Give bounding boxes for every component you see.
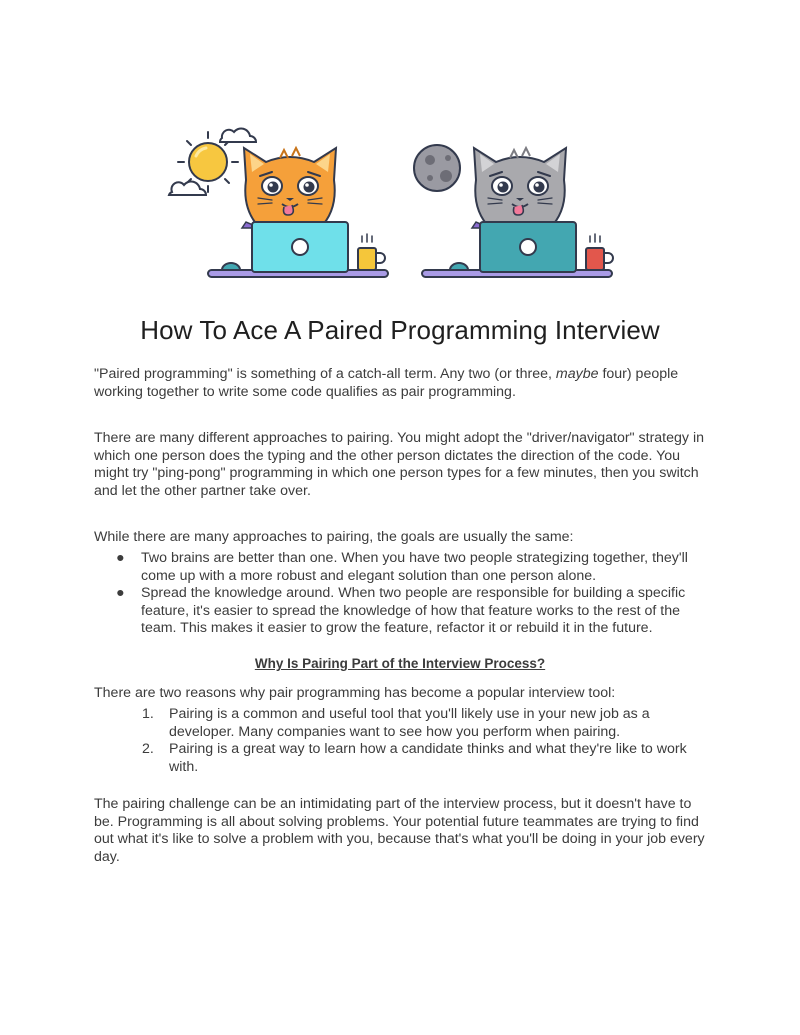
list-number: 2.: [142, 741, 154, 758]
section-heading: Why Is Pairing Part of the Interview Process?: [254, 656, 546, 671]
list-item: [94, 706, 714, 741]
laptop-icon: [252, 222, 348, 272]
intro-text-before: "Paired programming" is something of a catch-all term. Any two (or three,: [94, 366, 556, 382]
list-item-text: Pairing is a common and useful tool that you'll likely use in your new job as a developer. Many companies want to see how you perform when pairing.: [169, 706, 650, 740]
goals-list: [94, 550, 714, 638]
approaches-paragraph: There are many different approaches to pairing. You might adopt the "driver/navigator" strategy in which one person does the typing and the other person dictates the direction of the code. You might try "ping-pong" programming in which one person types for a few minutes, then you switch and let the other partner take over.: [94, 430, 704, 499]
list-item: [94, 741, 714, 776]
mouse-icon: [222, 263, 240, 270]
list-item-text: Two brains are better than one. When you have two people strategizing together, they'll come up with a more robust and elegant solution than one person alone.: [141, 550, 688, 584]
moon-icon: [414, 145, 460, 191]
coffee-mug-icon: [586, 234, 613, 270]
list-item: [94, 585, 714, 638]
reasons-intro: There are two reasons why pair programming has become a popular interview tool:: [94, 685, 616, 701]
page-title: How To Ace A Paired Programming Interview: [140, 315, 660, 345]
closing-paragraph: The pairing challenge can be an intimidating part of the interview process, but it doesn't have to be. Programming is all about solving problems. Your potential future teammates are trying to find out what it's like to solve a problem with you, because that's what you'll be doing in your job every day.: [94, 796, 705, 865]
intro-emphasis: maybe: [555, 366, 599, 382]
reasons-list: [94, 706, 714, 776]
intro-paragraph: [94, 366, 714, 401]
list-number: 1.: [142, 706, 154, 722]
coffee-mug-icon: [358, 234, 385, 270]
list-item-text: Spread the knowledge around. When two people are responsible for building a specific feature, it's easier to spread the knowledge of how that feature works to the rest of the team. This makes it easier to grow the feature, refactor it or rebuild it in the future.: [141, 585, 686, 637]
goals-intro: While there are many approaches to pairing, the goals are usually the same:: [94, 529, 574, 545]
laptop-icon: [480, 222, 576, 272]
mouse-icon: [450, 263, 468, 270]
bullet-marker: ●: [116, 585, 125, 602]
intro-text-after: four) people working together to write some code qualifies as pair programming.: [94, 366, 679, 400]
gray-cat-icon: [472, 148, 568, 228]
list-item-text: Pairing is a great way to learn how a candidate thinks and what they're like to work with.: [169, 741, 687, 775]
orange-cat-icon: [242, 148, 338, 228]
bullet-marker: ●: [116, 550, 125, 566]
pair-programming-illustration: [160, 110, 640, 290]
list-item: [94, 550, 714, 585]
